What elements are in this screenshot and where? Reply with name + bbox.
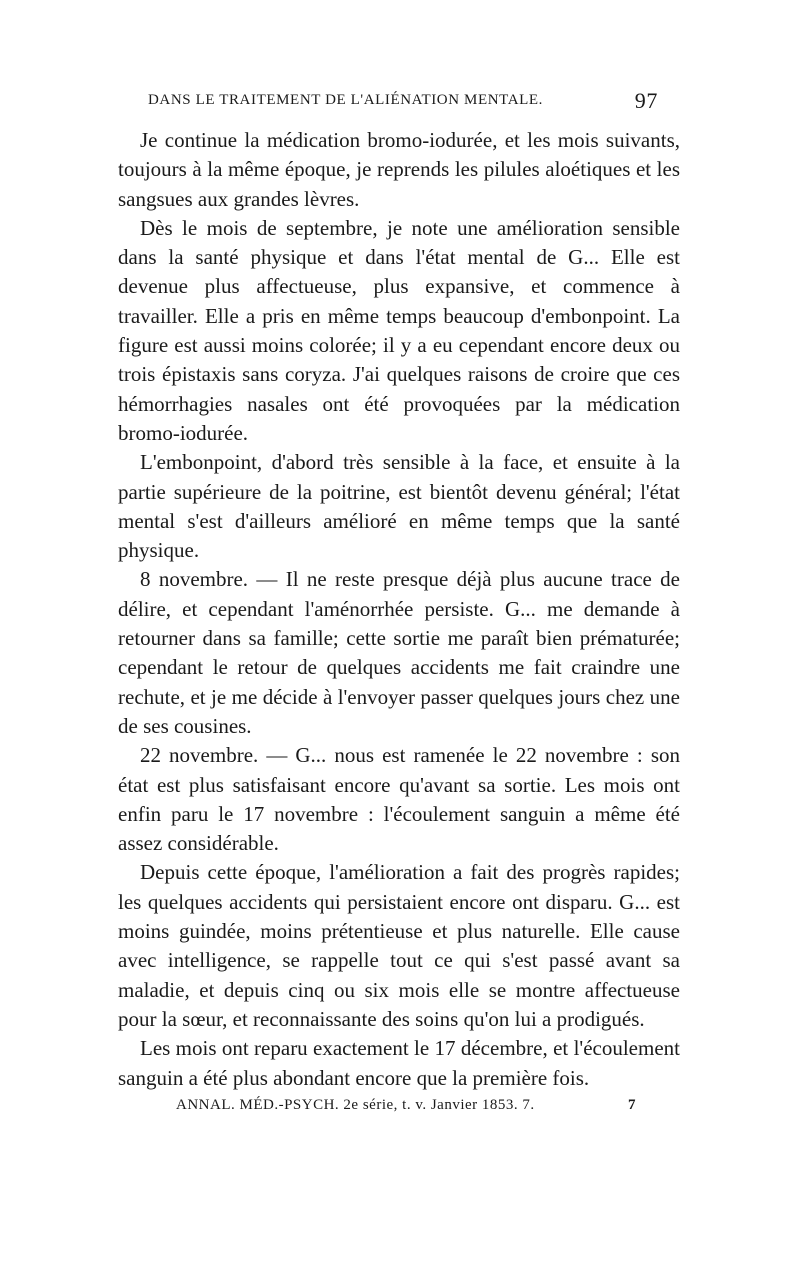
- gathering-mark: 7: [628, 1097, 636, 1113]
- paragraph: L'embonpoint, d'abord très sensible à la face, et ensuite à la partie supérieure de la poitrine, est bientôt devenu général; l'état mental s'est d'ailleurs amélioré en même temps que la santé physique.: [118, 450, 680, 563]
- paragraph: Les mois ont reparu exactement le 17 décembre, et l'écoulement sanguin a été plus abondant encore que la première fois.: [118, 1036, 680, 1090]
- paragraph: Je continue la médication bromo-iodurée, et les mois suivants, toujours à la même époque, je reprends les pilules aloétiques et les sangsues aux grandes lèvres.: [118, 128, 680, 211]
- paragraph: Depuis cette époque, l'amélioration a fait des progrès rapides; les quelques accidents qui persistaient encore ont disparu. G... est moins guindée, moins prétentieuse et plus naturelle. Elle cause avec intelligence, se rappelle tout ce qui s'est passé avant sa maladie, et depuis cinq ou six mois elle se montre affectueuse pour la sœur, et reconnaissante des soins qu'on lui a prodigués.: [118, 860, 680, 1031]
- paragraph: 8 novembre. — Il ne reste presque déjà plus aucune trace de délire, et cependant l'aménorrhée persiste. G... me demande à retourner dans sa famille; cette sortie me paraît bien prématurée; cependant le retour de quelques accidents me fait craindre une rechute, et je me décide à l'envoyer passer quelques jours chez une de ses cousines.: [118, 567, 680, 738]
- printer-signature: ANNAL. MÉD.-PSYCH. 2e série, t. v. Janvier 1853. 7.: [176, 1097, 535, 1113]
- running-title: DANS LE TRAITEMENT DE L'ALIÉNATION MENTALE.: [148, 92, 544, 108]
- running-head: [118, 88, 658, 116]
- body-text: [118, 126, 680, 1093]
- footer-signature-line: [176, 1097, 636, 1119]
- paragraph: 22 novembre. — G... nous est ramenée le 22 novembre : son état est plus satisfaisant encore qu'avant sa sortie. Les mois ont enfin paru le 17 novembre : l'écoulement sanguin a même été assez considérable.: [118, 743, 680, 856]
- page-number: 97: [634, 88, 658, 113]
- paragraph: Dès le mois de septembre, je note une amélioration sensible dans la santé physique et dans l'état mental de G... Elle est devenue plus affectueuse, plus expansive, et commence à travailler. Elle a pris en même temps beaucoup d'embonpoint. La figure est aussi moins colorée; il y a eu cependant encore deux ou trois épistaxis sans coryza. J'ai quelques raisons de croire que ces hémorrhagies nasales ont été provoquées par la médication bromo-iodurée.: [118, 215, 680, 445]
